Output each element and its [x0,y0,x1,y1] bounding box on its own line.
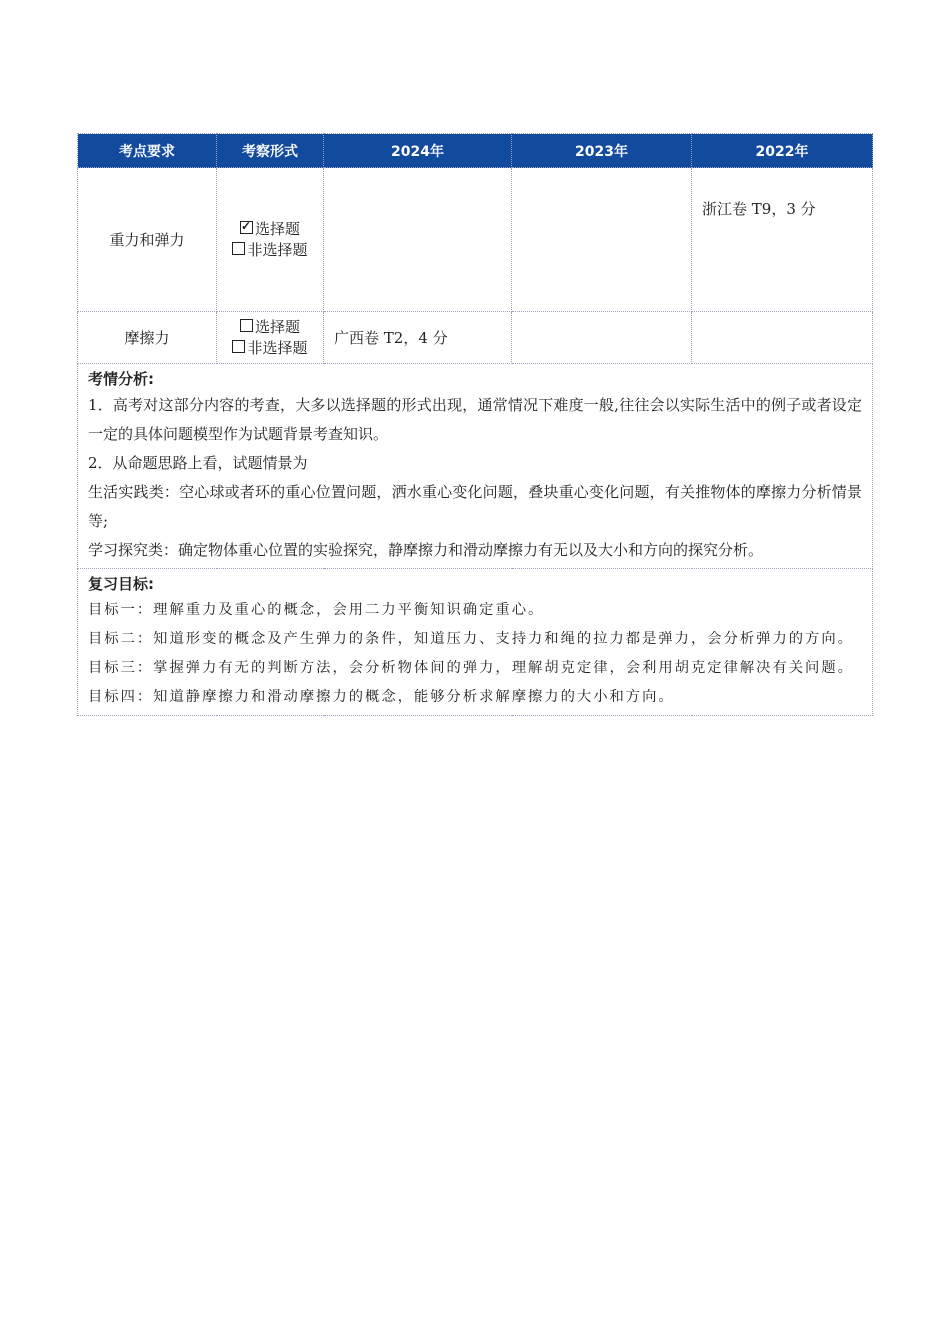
table-header-row [78,134,873,168]
checked-box-icon [240,221,253,234]
form-option [217,240,323,261]
cell-2022: 浙江卷 T9，3 分 [692,168,873,312]
topic-cell: 重力和弹力 [78,168,217,312]
review-goal: 目标三：掌握弹力有无的判断方法，会分析物体间的弹力，理解胡克定律，会利用胡克定律解决有关问题。 [88,660,854,676]
cell-2022 [692,312,873,364]
form-option [217,219,323,240]
analysis-paragraph: 学习探究类：确定物体重心位置的实验探究，静摩擦力和滑动摩擦力有无以及大小和方向的探究分析。 [88,541,764,559]
analysis-paragraph: 生活实践类：空心球或者环的重心位置问题，洒水重心变化问题，叠块重心变化问题，有关推物体的摩擦力分析情景等; [88,483,862,530]
form-option [217,338,323,359]
header-2022: 2022年 [692,134,873,168]
form-option-label: 选择题 [254,317,300,336]
header-2024: 2024年 [324,134,512,168]
analysis-title: 考情分析: [88,370,154,388]
review-goal: 目标一：理解重力及重心的概念，会用二力平衡知识确定重心。 [88,602,545,618]
form-option-label: 非选择题 [247,338,308,357]
form-option-label: 选择题 [254,219,300,238]
form-cell [217,168,324,312]
form-option-label: 非选择题 [247,240,308,259]
table-row [78,168,873,312]
cell-2024: 广西卷 T2，4 分 [324,312,512,364]
empty-box-icon [240,319,253,332]
review-row [78,569,873,716]
review-title: 复习目标: [88,575,154,593]
form-cell [217,312,324,364]
review-section [78,569,873,716]
cell-2024 [324,168,512,312]
exam-table [77,133,873,716]
form-option [217,317,323,338]
empty-box-icon [232,340,245,353]
analysis-section [78,364,873,569]
analysis-row [78,364,873,569]
header-topic: 考点要求 [78,134,217,168]
review-goal: 目标四：知道静摩擦力和滑动摩擦力的概念，能够分析求解摩擦力的大小和方向。 [88,689,675,705]
topic-cell: 摩擦力 [78,312,217,364]
cell-2023 [512,312,692,364]
analysis-paragraph: 2．从命题思路上看，试题情景为 [88,454,308,472]
header-form: 考察形式 [217,134,324,168]
review-goal: 目标二：知道形变的概念及产生弹力的条件，知道压力、支持力和绳的拉力都是弹力，会分析弹力的方向。 [88,631,854,647]
empty-box-icon [232,242,245,255]
header-2023: 2023年 [512,134,692,168]
table-row [78,312,873,364]
cell-2023 [512,168,692,312]
analysis-paragraph: 1．高考对这部分内容的考查，大多以选择题的形式出现，通常情况下难度一般,往往会以实际生活中的例子或者设定一定的具体问题模型作为试题背景考查知识。 [88,396,862,443]
